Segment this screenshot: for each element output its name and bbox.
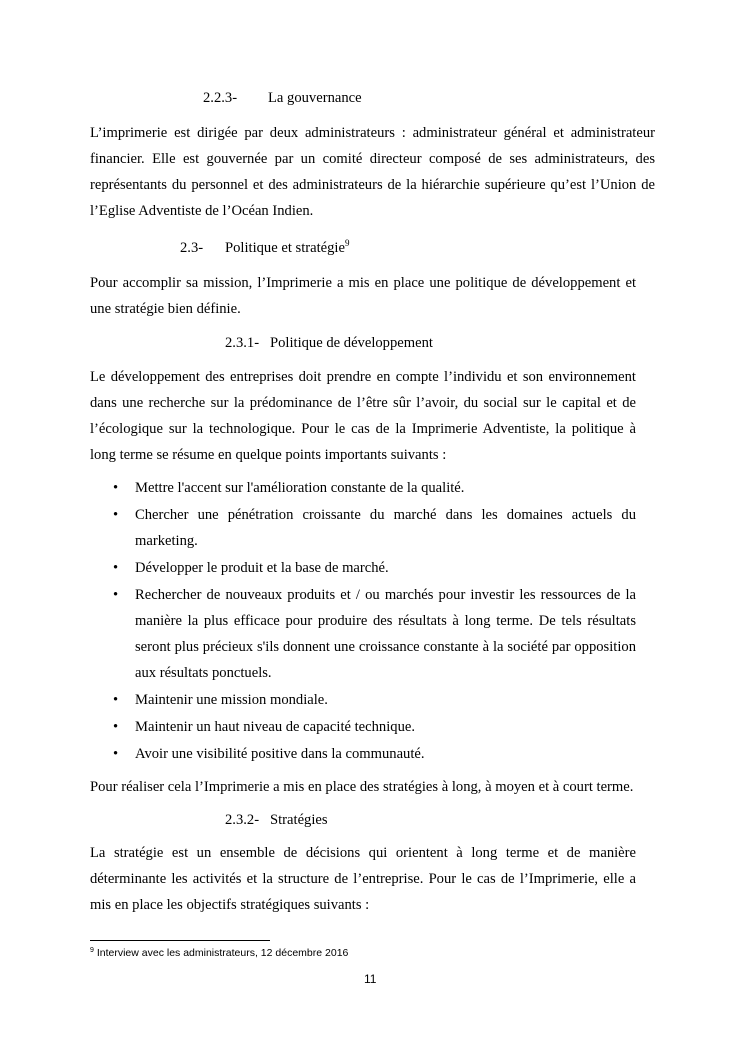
paragraph-strategie: La stratégie est un ensemble de décisions qui orientent à long terme et de manière déterminante les activités et la structure de l’entreprise. Pour le cas de l’Imprimerie, elle a mis en place les objectifs stratégiques suivants : [90, 845, 636, 913]
section-title: Politique et stratégie [225, 240, 345, 256]
list-item-text: Maintenir une mission mondiale. [135, 692, 328, 708]
footnote-separator [90, 940, 270, 941]
bullet-icon: • [113, 560, 119, 576]
list-item [90, 741, 636, 767]
list-item [90, 687, 636, 713]
footnote-ref: 9 [344, 238, 350, 248]
list-item-text: Chercher une pénétration croissante du marché dans les domaines actuels du marketing. [135, 507, 636, 549]
bullet-icon: • [113, 746, 119, 762]
section-title: Politique de développement [270, 335, 433, 351]
section-number: 2.3.1- [225, 335, 260, 351]
bullet-icon: • [113, 692, 119, 708]
section-number: 2.3.2- [225, 812, 260, 828]
paragraph-politique-intro: Pour accomplir sa mission, l’Imprimerie a mis en place une politique de développement et une stratégie bien définie. [90, 275, 636, 317]
list-item [90, 502, 636, 554]
page-number: 11 [364, 972, 377, 986]
bullet-icon: • [113, 719, 119, 735]
list-item [90, 555, 636, 581]
section-number: 2.3- [180, 240, 204, 256]
section-number: 2.2.3- [203, 90, 238, 106]
bullet-icon: • [113, 587, 119, 603]
bullet-icon: • [113, 480, 119, 496]
footnote-text: Interview avec les administrateurs, 12 décembre 2016 [96, 947, 349, 959]
list-item-text: Avoir une visibilité positive dans la communauté. [135, 746, 425, 762]
list-item [90, 475, 636, 501]
paragraph-developpement: Le développement des entreprises doit prendre en compte l’individu et son environnement dans une recherche sur la prédominance de l’être sûr l’avoir, du social sur le capital et de l’écologique sur la technologique. Pour le cas de la Imprimerie Adventiste, la politique à long terme se résume en quelque points importants suivants : [90, 369, 636, 463]
bullet-icon: • [113, 507, 119, 523]
footnote [90, 945, 348, 961]
list-item-text: Maintenir un haut niveau de capacité technique. [135, 719, 416, 735]
footnote-number: 9 [90, 947, 94, 954]
list-item [90, 582, 636, 686]
list-item-text: Développer le produit et la base de marché. [135, 560, 389, 576]
heading-2-3-2 [225, 810, 328, 830]
list-item-text: Mettre l'accent sur l'amélioration constante de la qualité. [135, 480, 465, 496]
heading-2-3-1 [225, 333, 433, 353]
paragraph-realiser: Pour réaliser cela l’Imprimerie a mis en place des stratégies à long, à moyen et à court terme. [90, 779, 634, 795]
list-item [90, 714, 636, 740]
list-item-text: Rechercher de nouveaux produits et / ou marchés pour investir les ressources de la manière la plus efficace pour produire des résultats à long terme. De tels résultats seront plus précieux s'ils donnent une croissance constante à la société par opposition aux résultats ponctuels. [135, 587, 636, 681]
heading-2-2-3 [203, 88, 362, 108]
section-title: La gouvernance [268, 90, 362, 106]
heading-2-3 [180, 238, 349, 258]
section-title: Stratégies [270, 812, 328, 828]
paragraph-gouvernance: L’imprimerie est dirigée par deux administrateurs : administrateur général et administrateur financier. Elle est gouvernée par un comité directeur composé de ses administrateurs, des représentants du personnel et des administrateurs de la hiérarchie supérieure qu’est l’Union de l’Eglise Adventiste de l’Océan Indien. [90, 125, 655, 219]
bullet-list [90, 475, 636, 768]
